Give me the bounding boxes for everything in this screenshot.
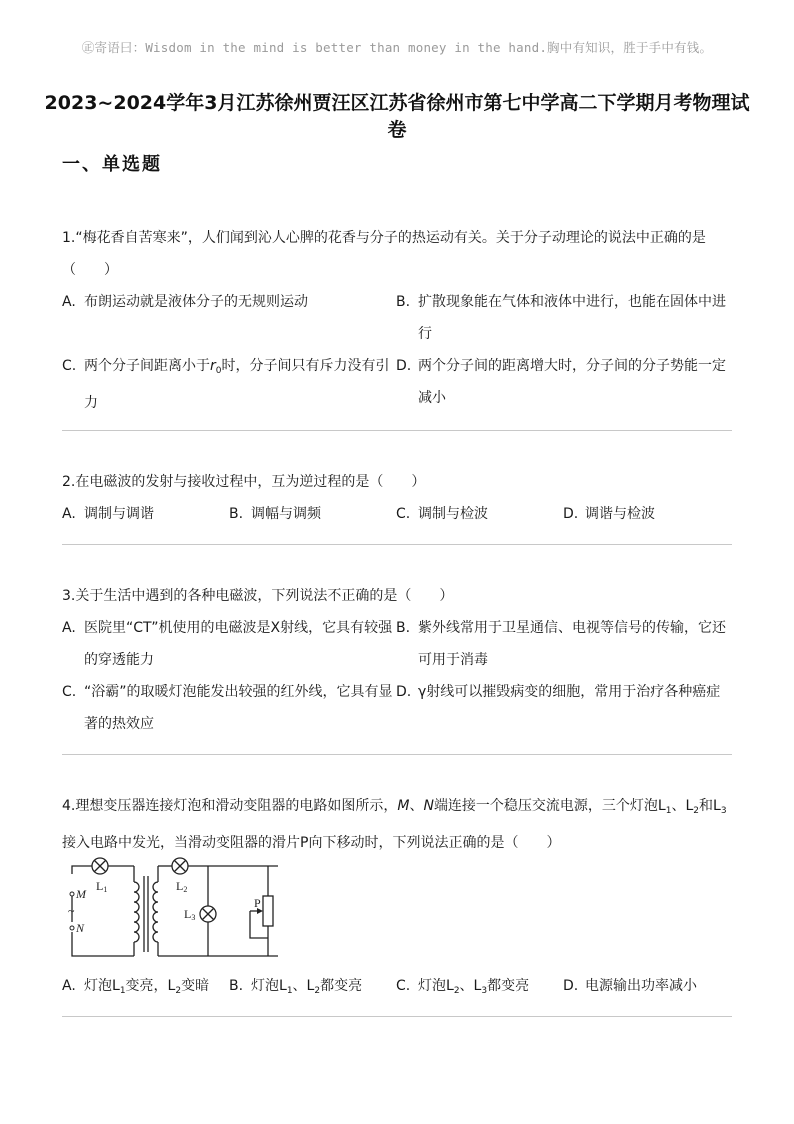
option-text: 医院里“CT”机使用的电磁波是X射线，它具有较强的穿透能力 <box>84 620 393 668</box>
option-label: B. <box>229 978 244 994</box>
option-text: γ射线可以摧毁病变的细胞，常用于治疗各种癌症 <box>418 684 721 700</box>
page-title: 2023~2024学年3月江苏徐州贾汪区江苏省徐州市第七中学高二下学期月考物理试卷 <box>44 92 750 141</box>
question-4 <box>62 790 730 859</box>
option-text: 布朗运动就是液体分子的无规则运动 <box>84 294 308 310</box>
label-tilde: ~ <box>68 904 75 918</box>
option-text: “浴霸”的取暖灯泡能发出较强的红外线，它具有显著的热效应 <box>84 684 393 732</box>
label-m: M <box>76 887 86 901</box>
page-motto: ㊣寄语曰：Wisdom in the mind is better than money in the hand.胸中有知识，胜于手中有钱。 <box>81 40 713 55</box>
option-a[interactable] <box>62 498 229 530</box>
question-stem: 4.理想变压器连接灯泡和滑动变阻器的电路如图所示，M、N端连接一个稳压交流电源，三个灯泡$L_1$、$L_2$和$L_3$接入电路中发光，当滑动变阻器的滑片P向下移动时，下列说法正确的是（ ） <box>62 798 727 851</box>
question-stem: 1.“梅花香自苦寒来”，人们闻到沁人心脾的花香与分子的热运动有关。关于分子动理论的说法中正确的是（ ） <box>62 230 706 278</box>
question-4-options <box>62 970 730 1007</box>
option-label: C. <box>396 978 411 994</box>
option-label: D. <box>563 506 579 522</box>
option-text: 调幅与调频 <box>251 506 321 522</box>
question-stem: 2.在电磁波的发射与接收过程中，互为逆过程的是（ ） <box>62 474 426 490</box>
section-title: 一、单选题 <box>62 154 162 175</box>
option-label: A. <box>62 294 76 310</box>
question-2 <box>62 466 730 530</box>
option-c[interactable] <box>62 350 396 419</box>
options-row <box>62 350 730 419</box>
option-text: 调制与调谐 <box>84 506 154 522</box>
option-label: C. <box>62 358 77 374</box>
divider <box>62 544 732 545</box>
slider-wire <box>250 911 268 938</box>
label-n: N <box>76 921 85 935</box>
option-label: B. <box>396 620 411 636</box>
option-b[interactable] <box>396 286 730 350</box>
option-label: A. <box>62 978 76 994</box>
option-label: C. <box>396 506 411 522</box>
options-row <box>62 676 730 740</box>
option-label: D. <box>563 978 579 994</box>
question-stem: 3.关于生活中遇到的各种电磁波，下列说法不正确的是（ ） <box>62 588 454 604</box>
option-a[interactable] <box>62 970 229 1007</box>
divider <box>62 430 732 431</box>
options-row <box>62 498 730 530</box>
divider <box>62 754 732 755</box>
circuit-diagram <box>62 856 292 968</box>
label-p: P <box>254 896 261 910</box>
option-d[interactable] <box>396 676 730 740</box>
option-text: 电源输出功率减小 <box>585 978 697 994</box>
option-text: 扩散现象能在气体和液体中进行，也能在固体中进行 <box>418 294 726 342</box>
option-text: 灯泡$L_1$变亮，$L_2$变暗 <box>84 978 210 996</box>
option-d[interactable] <box>563 970 730 1007</box>
question-1 <box>62 222 730 419</box>
option-text: 灯泡$L_2$、$L_3$都变亮 <box>418 978 530 996</box>
label-l1: L1 <box>96 879 108 894</box>
option-label: A. <box>62 620 76 636</box>
option-text: 调制与检波 <box>418 506 488 522</box>
options-row <box>62 970 730 1007</box>
option-c[interactable] <box>62 676 396 740</box>
primary-wire-bottom <box>72 932 134 956</box>
option-text: 调谐与检波 <box>585 506 655 522</box>
option-d[interactable] <box>396 350 730 419</box>
option-label: D. <box>396 684 412 700</box>
option-a[interactable] <box>62 286 396 350</box>
option-label: D. <box>396 358 412 374</box>
option-text: 两个分子间的距离增大时，分子间的分子势能一定减小 <box>418 358 726 406</box>
terminal-n-icon <box>70 926 74 930</box>
label-l3: L3 <box>184 907 196 922</box>
option-b[interactable] <box>396 612 730 676</box>
label-l2: L2 <box>176 879 188 894</box>
terminal-m-icon <box>70 892 74 896</box>
option-b[interactable] <box>229 498 396 530</box>
primary-wire-top <box>72 866 92 874</box>
option-label: B. <box>396 294 411 310</box>
options-row <box>62 612 730 676</box>
divider <box>62 1016 732 1017</box>
option-label: A. <box>62 506 76 522</box>
secondary-coil-icon <box>153 882 158 942</box>
option-label: B. <box>229 506 244 522</box>
option-d[interactable] <box>563 498 730 530</box>
primary-coil-icon <box>134 882 139 942</box>
option-a[interactable] <box>62 612 396 676</box>
option-text: 两个分子间距离小于$r_0$时，分子间只有斥力没有引力 <box>84 358 390 411</box>
option-text: 灯泡$L_1$、$L_2$都变亮 <box>251 978 363 996</box>
option-label: C. <box>62 684 77 700</box>
options-row <box>62 286 730 350</box>
option-b[interactable] <box>229 970 396 1007</box>
rheostat-icon <box>263 896 273 926</box>
option-c[interactable] <box>396 498 563 530</box>
question-3 <box>62 580 730 740</box>
option-text: 紫外线常用于卫星通信、电视等信号的传输，它还可用于消毒 <box>418 620 726 668</box>
option-c[interactable] <box>396 970 563 1007</box>
